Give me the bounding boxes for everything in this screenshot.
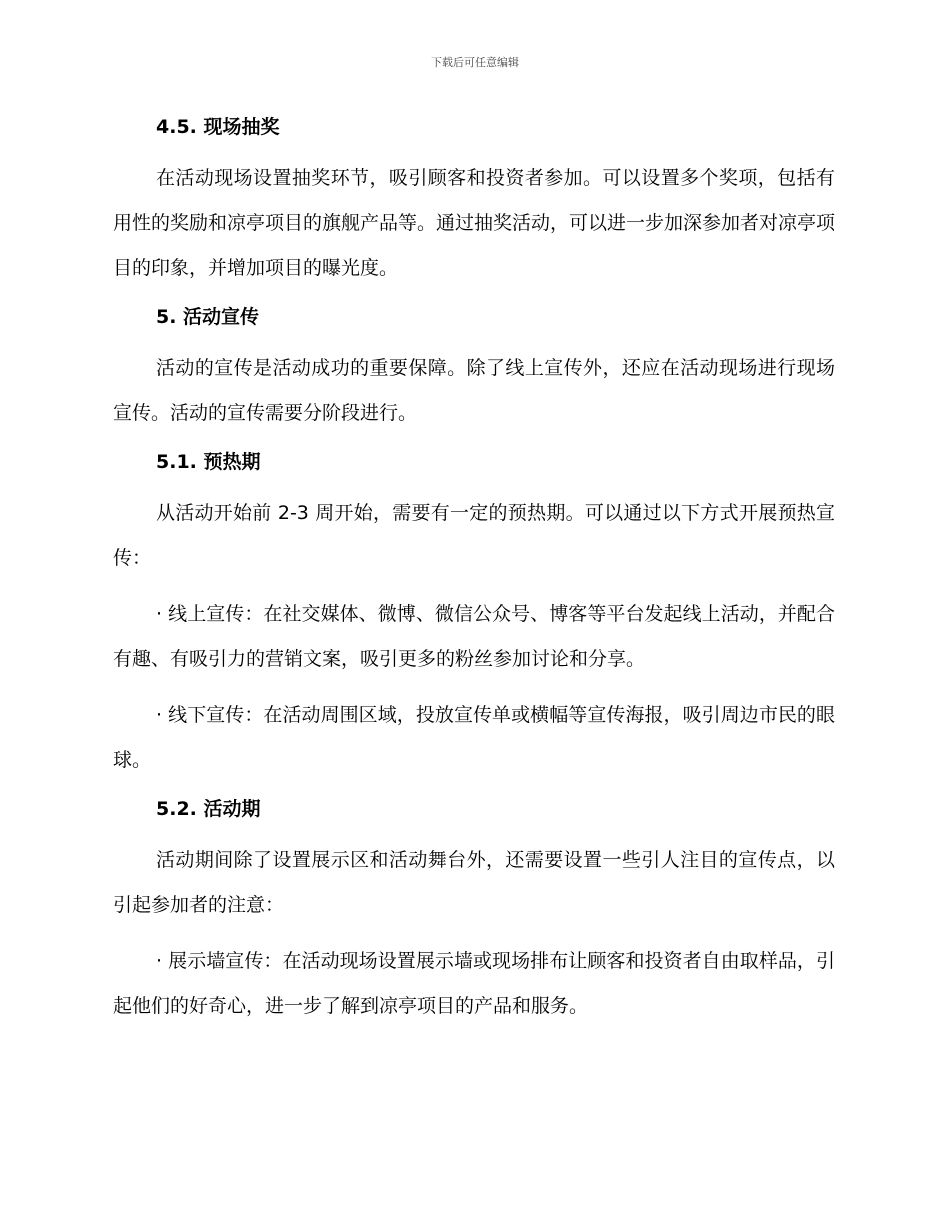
bullet-paragraph: · 线上宣传：在社交媒体、微博、微信公众号、博客等平台发起线上活动，并配合有趣、有吸引力的营销文案，吸引更多的粉丝参加讨论和分享。: [113, 603, 835, 670]
section-heading: 5.1. 预热期: [156, 451, 261, 473]
section-heading: 4.5. 现场抽奖: [156, 116, 280, 138]
paragraph: 从活动开始前 2-3 周开始，需要有一定的预热期。可以通过以下方式开展预热宣传：: [113, 502, 835, 569]
page-header-note: 下载后可任意编辑: [431, 56, 519, 69]
paragraph: 活动的宣传是活动成功的重要保障。除了线上宣传外，还应在活动现场进行现场宣传。活动的宣传需要分阶段进行。: [113, 357, 835, 424]
bullet-paragraph: · 展示墙宣传：在活动现场设置展示墙或现场排布让顾客和投资者自由取样品，引起他们的好奇心，进一步了解到凉亭项目的产品和服务。: [113, 950, 835, 1017]
paragraph: 活动期间除了设置展示区和活动舞台外，还需要设置一些引人注目的宣传点，以引起参加者的注意：: [113, 849, 835, 916]
bullet-paragraph: · 线下宣传：在活动周围区域，投放宣传单或横幅等宣传海报，吸引周边市民的眼球。: [113, 704, 835, 771]
document-body: [113, 112, 835, 1040]
paragraph: 在活动现场设置抽奖环节，吸引顾客和投资者参加。可以设置多个奖项，包括有用性的奖励和凉亭项目的旗舰产品等。通过抽奖活动，可以进一步加深参加者对凉亭项目的印象，并增加项目的曝光度。: [113, 167, 836, 279]
section-heading: 5. 活动宣传: [156, 306, 260, 328]
section-heading: 5.2. 活动期: [156, 798, 261, 820]
